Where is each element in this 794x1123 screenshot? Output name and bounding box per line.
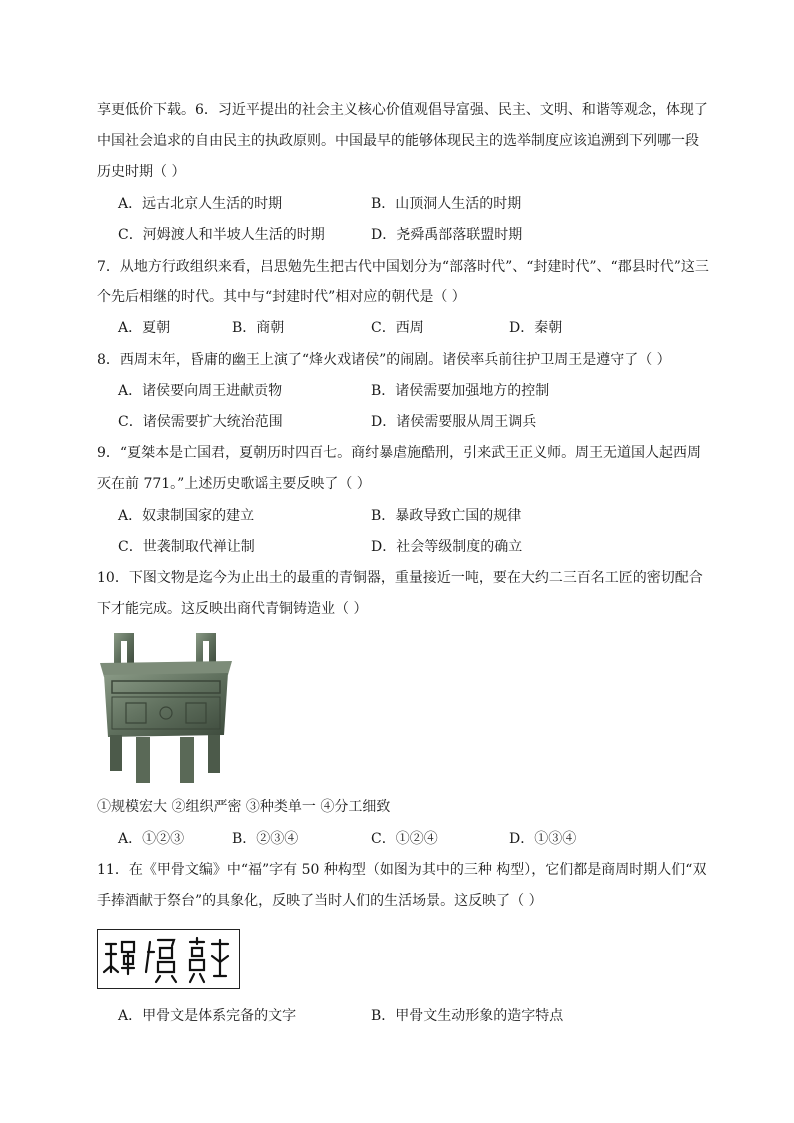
q7-option-d: D．秦朝 (509, 320, 563, 336)
q10-option-c: C．①②④ (371, 831, 438, 847)
intro-line-2: 中国社会追求的自由民主的执政原则。中国最早的能够体现民主的选举制度应该追溯到下列哪一段 (97, 133, 699, 149)
q9-option-b: B．暴政导致亡国的规律 (371, 508, 522, 524)
intro-line-1: 享更低价下载。6．习近平提出的社会主义核心价值观倡导富强、民主、文明、和谐等观念，体现了 (97, 102, 708, 118)
q8-stem-line-1: 8．西周末年，昏庸的幽王上演了“烽火戏诸侯”的闹剧。诸侯率兵前往护卫周王是遵守了（ ） (97, 352, 671, 368)
q7-stem-line-1: 7．从地方行政组织来看，吕思勉先生把古代中国划分为“部落时代”、“封建时代”、“郡县时代”这三 (97, 259, 709, 275)
q8-option-a: A．诸侯要向周王进献贡物 (118, 383, 283, 399)
q10-option-b: B．②③④ (232, 831, 299, 847)
q10-stem-line-2: 下才能完成。这反映出商代青铜铸造业（ ） (97, 601, 368, 617)
q9-stem-line-2: 灭在前 771。”上述历史歌谣主要反映了（ ） (97, 476, 371, 492)
q10-option-a: A．①②③ (118, 831, 185, 847)
q11-option-a: A．甲骨文是体系完备的文字 (118, 1008, 297, 1024)
q8-option-c: C．诸侯需要扩大统治范围 (118, 414, 283, 430)
q9-stem-line-1: 9．“夏桀本是亡国君，夏朝历时四百七。商纣暴虐施酷刑，引来武王正义师。周王无道国人起西周 (97, 445, 702, 461)
q11-stem-line-2: 手捧酒献于祭台”的具象化，反映了当时人们的生活场景。这反映了（ ） (97, 893, 543, 909)
q6-option-a: A．远古北京人生活的时期 (118, 196, 283, 212)
q7-option-c: C．西周 (371, 320, 424, 336)
q7-option-a: A．夏朝 (118, 320, 171, 336)
q9-option-d: D．社会等级制度的确立 (371, 539, 523, 555)
q10-option-d: D．①③④ (509, 831, 577, 847)
q6-option-c: C．河姆渡人和半坡人生活的时期 (118, 227, 325, 243)
q6-option-d: D．尧舜禹部落联盟时期 (371, 227, 523, 243)
q7-stem-line-2: 个先后相继的时代。其中与“封建时代”相对应的朝代是（ ） (97, 289, 466, 305)
q10-stem-line-1: 10．下图文物是迄今为止出土的最重的青铜器，重量接近一吨，要在大约二三百名工匠的密切配合 (97, 570, 703, 586)
bronze-ding-image (96, 631, 236, 787)
q8-option-b: B．诸侯需要加强地方的控制 (371, 383, 550, 399)
q10-statement-items: ①规模宏大 ②组织严密 ③种类单一 ④分工细致 (97, 799, 391, 815)
oracle-bone-glyphs-image (97, 929, 240, 989)
q7-option-b: B．商朝 (232, 320, 285, 336)
q9-option-a: A．奴隶制国家的建立 (118, 508, 255, 524)
q9-option-c: C．世袭制取代禅让制 (118, 539, 255, 555)
q8-option-d: D．诸侯需要服从周王调兵 (371, 414, 537, 430)
fu-glyph-forms (98, 930, 238, 987)
q11-stem-line-1: 11．在《甲骨文编》中“福”字有 50 种构型（如图为其中的三种 构型），它们都是商周时期人们“双 (97, 862, 707, 878)
q6-option-b: B．山顶洞人生活的时期 (371, 196, 522, 212)
intro-line-3: 历史时期（ ） (97, 164, 186, 180)
q11-option-b: B．甲骨文生动形象的造字特点 (371, 1008, 564, 1024)
